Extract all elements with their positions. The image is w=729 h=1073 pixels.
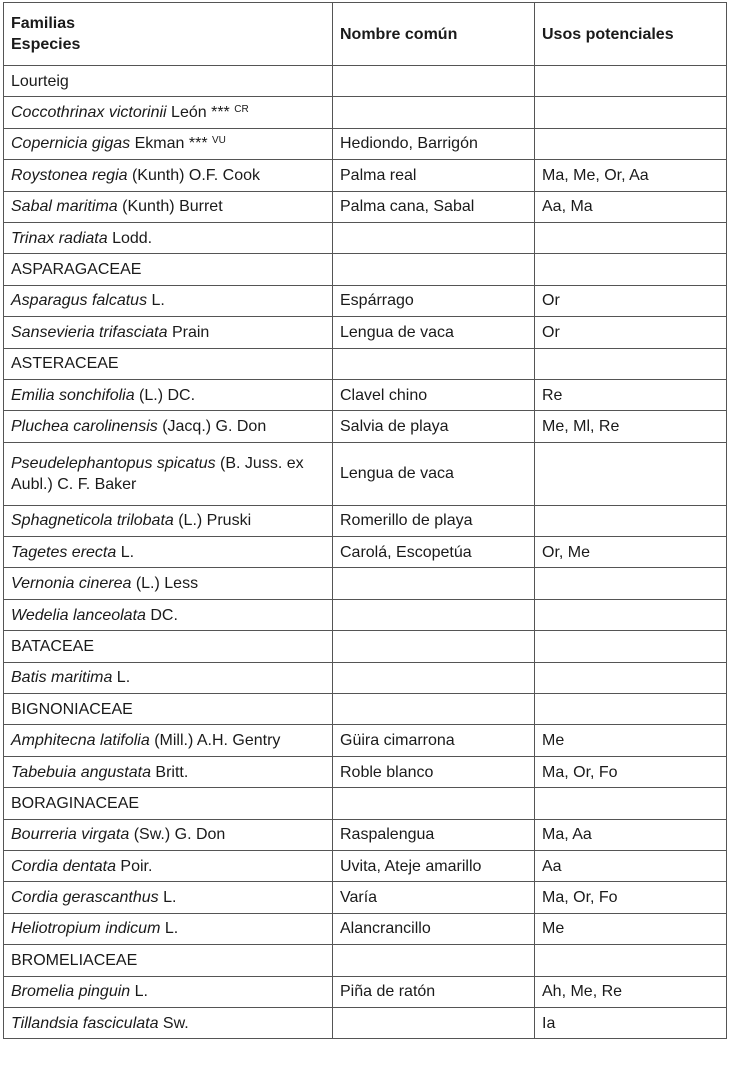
family-name: ASTERACEAE [11, 355, 119, 373]
uses-cell: Re [535, 379, 727, 410]
common-name-cell: Espárrago [333, 285, 535, 316]
author-name: Poir. [115, 857, 153, 875]
uses-cell: Me [535, 725, 727, 756]
author-name: Britt. [150, 763, 189, 781]
common-name-cell: Lengua de vaca [333, 442, 535, 505]
taxon-cell [4, 160, 333, 191]
author-name: (Kunth) Burret [117, 198, 223, 216]
scientific-name: Batis maritima [11, 669, 113, 687]
scientific-name: Tabebuia angustata [11, 763, 151, 781]
scientific-name: Trinax radiata [11, 229, 108, 247]
uses-cell: Or [535, 285, 727, 316]
species-row [4, 285, 727, 316]
uses-cell [535, 694, 727, 725]
author-name: L. [160, 920, 179, 938]
author-name: Ekman *** [130, 135, 208, 153]
family-name: BORAGINACEAE [11, 794, 140, 812]
species-row [4, 442, 727, 505]
uses-cell [535, 788, 727, 819]
scientific-name: Bromelia pinguin [11, 983, 131, 1001]
taxon-cell [4, 442, 333, 505]
family-name: ASPARAGACEAE [11, 261, 142, 279]
uses-cell [535, 442, 727, 505]
common-name-cell [333, 1007, 535, 1038]
uses-cell [535, 505, 727, 536]
species-row [4, 505, 727, 536]
family-name: BROMELIACEAE [11, 951, 138, 969]
author-name: (L.) DC. [134, 386, 196, 404]
common-name-cell [333, 694, 535, 725]
author-name: Lodd. [107, 229, 153, 247]
species-row [4, 599, 727, 630]
family-name: BIGNONIACEAE [11, 700, 133, 718]
taxon-cell [4, 788, 333, 819]
table-header-row [4, 3, 727, 66]
species-row [4, 191, 727, 222]
author-name: (L.) Pruski [173, 512, 252, 530]
scientific-name: Amphitecna latifolia [11, 732, 150, 750]
scientific-name: Wedelia lanceolata [11, 606, 146, 624]
scientific-name: Copernicia gigas [11, 135, 131, 153]
scientific-name: Sansevieria trifasciata [11, 323, 168, 341]
common-name-cell: Roble blanco [333, 756, 535, 787]
family-name: BATACEAE [11, 637, 94, 655]
uses-cell: Me [535, 913, 727, 944]
taxon-cell [4, 976, 333, 1007]
taxon-cell [4, 66, 333, 97]
taxon-cell [4, 756, 333, 787]
taxon-cell [4, 599, 333, 630]
species-row [4, 756, 727, 787]
family-row [4, 348, 727, 379]
common-name-cell: Palma cana, Sabal [333, 191, 535, 222]
scientific-name: Vernonia cinerea [11, 575, 132, 593]
uses-cell [535, 945, 727, 976]
header-usos-potenciales: Usos potenciales [535, 3, 727, 66]
author-name: L. [112, 669, 131, 687]
scientific-name: Coccothrinax victorinii [11, 104, 167, 122]
uses-cell: Aa, Ma [535, 191, 727, 222]
common-name-cell: Romerillo de playa [333, 505, 535, 536]
taxon-cell [4, 1007, 333, 1038]
family-row [4, 254, 727, 285]
taxon-cell [4, 317, 333, 348]
taxon-cell [4, 850, 333, 881]
scientific-name: Pseudelephantopus spicatus [11, 454, 216, 472]
species-row [4, 222, 727, 253]
taxon-cell [4, 97, 333, 128]
family-row [4, 788, 727, 819]
common-name-cell: Güira cimarrona [333, 725, 535, 756]
common-name-cell [333, 254, 535, 285]
species-row [4, 97, 727, 128]
author-name: (Sw.) G. Don [129, 826, 226, 844]
conservation-status: VU [212, 135, 226, 147]
taxon-cell [4, 191, 333, 222]
species-row [4, 725, 727, 756]
common-name-cell [333, 97, 535, 128]
uses-cell [535, 568, 727, 599]
uses-cell: Ah, Me, Re [535, 976, 727, 1007]
species-row [4, 882, 727, 913]
taxon-cell [4, 725, 333, 756]
common-name-cell [333, 631, 535, 662]
scientific-name: Tagetes erecta [11, 543, 117, 561]
author-name: (B. Juss. ex Aubl.) C. F. Baker [11, 454, 308, 493]
species-row [4, 379, 727, 410]
uses-cell [535, 66, 727, 97]
species-row [4, 662, 727, 693]
table-body [4, 66, 727, 1039]
author-name: (Jacq.) G. Don [157, 417, 267, 435]
taxon-cell [4, 411, 333, 442]
uses-cell: Ma, Or, Fo [535, 756, 727, 787]
taxon-cell [4, 254, 333, 285]
family-row [4, 694, 727, 725]
header-nombre-comun: Nombre común [333, 3, 535, 66]
common-name-cell: Lengua de vaca [333, 317, 535, 348]
common-name-cell: Varía [333, 882, 535, 913]
uses-cell [535, 254, 727, 285]
species-row [4, 128, 727, 159]
common-name-cell [333, 662, 535, 693]
family-row [4, 945, 727, 976]
taxon-cell [4, 348, 333, 379]
taxon-cell [4, 945, 333, 976]
species-row [4, 976, 727, 1007]
species-row [4, 1007, 727, 1038]
scientific-name: Cordia gerascanthus [11, 889, 159, 907]
taxon-cell [4, 222, 333, 253]
common-name-cell [333, 568, 535, 599]
common-name-cell: Hediondo, Barrigón [333, 128, 535, 159]
conservation-status: CR [234, 104, 249, 116]
uses-cell [535, 631, 727, 662]
author-name: (Mill.) A.H. Gentry [149, 732, 281, 750]
family-row [4, 66, 727, 97]
species-table [3, 2, 727, 1039]
species-row [4, 850, 727, 881]
species-row [4, 160, 727, 191]
uses-cell: Ma, Aa [535, 819, 727, 850]
species-row [4, 568, 727, 599]
scientific-name: Sphagneticola trilobata [11, 512, 174, 530]
taxon-cell [4, 882, 333, 913]
uses-cell: Aa [535, 850, 727, 881]
common-name-cell: Alancrancillo [333, 913, 535, 944]
family-name: Lourteig [11, 72, 69, 90]
scientific-name: Asparagus falcatus [11, 292, 148, 310]
header-especies: Especies [11, 36, 81, 53]
common-name-cell: Carolá, Escopetúa [333, 537, 535, 568]
common-name-cell: Raspalengua [333, 819, 535, 850]
common-name-cell: Uvita, Ateje amarillo [333, 850, 535, 881]
author-name: León *** [166, 104, 230, 122]
uses-cell: Ma, Me, Or, Aa [535, 160, 727, 191]
taxon-cell [4, 505, 333, 536]
scientific-name: Cordia dentata [11, 857, 116, 875]
taxon-cell [4, 662, 333, 693]
taxon-cell [4, 128, 333, 159]
taxon-cell [4, 285, 333, 316]
common-name-cell: Piña de ratón [333, 976, 535, 1007]
scientific-name: Tillandsia fasciculata [11, 1014, 159, 1032]
scientific-name: Bourreria virgata [11, 826, 130, 844]
common-name-cell [333, 945, 535, 976]
author-name: (L.) Less [131, 575, 199, 593]
uses-cell [535, 222, 727, 253]
species-row [4, 913, 727, 944]
uses-cell [535, 662, 727, 693]
uses-cell [535, 599, 727, 630]
uses-cell: Ma, Or, Fo [535, 882, 727, 913]
common-name-cell [333, 66, 535, 97]
family-row [4, 631, 727, 662]
taxon-cell [4, 537, 333, 568]
author-name: L. [147, 292, 165, 310]
taxon-cell [4, 379, 333, 410]
common-name-cell: Salvia de playa [333, 411, 535, 442]
common-name-cell [333, 348, 535, 379]
taxon-cell [4, 819, 333, 850]
taxon-cell [4, 631, 333, 662]
uses-cell: Or [535, 317, 727, 348]
species-row [4, 819, 727, 850]
author-name: L. [158, 889, 177, 907]
author-name: Prain [167, 323, 210, 341]
uses-cell: Me, Ml, Re [535, 411, 727, 442]
taxon-cell [4, 913, 333, 944]
uses-cell: Or, Me [535, 537, 727, 568]
scientific-name: Emilia sonchifolia [11, 386, 135, 404]
common-name-cell: Clavel chino [333, 379, 535, 410]
scientific-name: Heliotropium indicum [11, 920, 161, 938]
species-row [4, 537, 727, 568]
author-name: Sw. [158, 1014, 189, 1032]
scientific-name: Pluchea carolinensis [11, 417, 158, 435]
species-row [4, 411, 727, 442]
common-name-cell [333, 599, 535, 630]
author-name: DC. [145, 606, 178, 624]
uses-cell [535, 97, 727, 128]
uses-cell [535, 348, 727, 379]
scientific-name: Sabal maritima [11, 198, 118, 216]
uses-cell [535, 128, 727, 159]
common-name-cell [333, 788, 535, 819]
header-familias: Familias [11, 15, 76, 32]
author-name: (Kunth) O.F. Cook [127, 166, 261, 184]
uses-cell: Ia [535, 1007, 727, 1038]
common-name-cell: Palma real [333, 160, 535, 191]
author-name: L. [130, 983, 148, 1001]
taxon-cell [4, 568, 333, 599]
common-name-cell [333, 222, 535, 253]
species-row [4, 317, 727, 348]
header-familias-especies [4, 3, 333, 66]
taxon-cell [4, 694, 333, 725]
scientific-name: Roystonea regia [11, 166, 128, 184]
author-name: L. [116, 543, 135, 561]
